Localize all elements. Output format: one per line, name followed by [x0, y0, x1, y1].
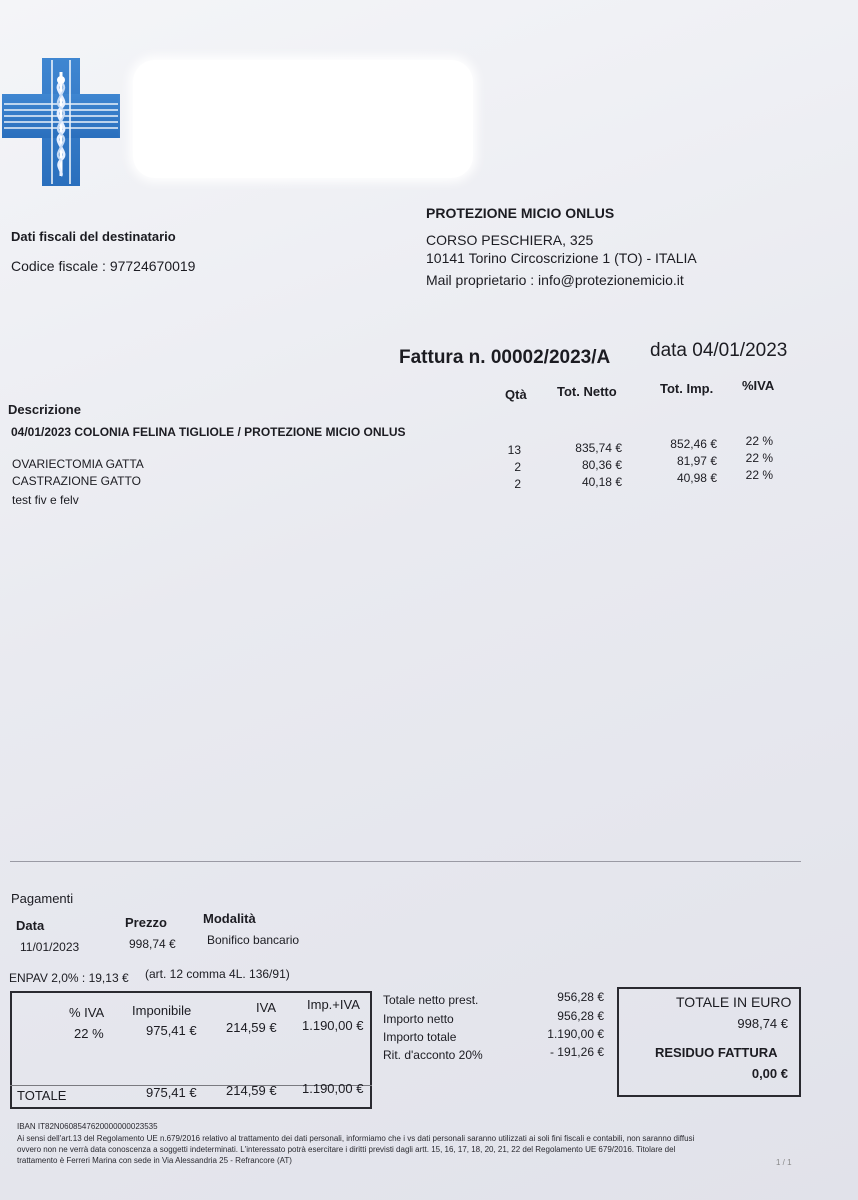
vat-totale-taxable: 975,41 € [146, 1085, 197, 1100]
payments-col-mode: Modalità [203, 911, 256, 926]
divider [10, 861, 801, 862]
total-net: 956,28 € [557, 1009, 604, 1023]
vat-total: 1.190,00 € [302, 1018, 364, 1033]
total-amount: 1.190,00 € [547, 1027, 604, 1041]
payment-date: 11/01/2023 [20, 940, 80, 954]
column-header-net: Tot. Netto [557, 384, 617, 399]
invoice-date: data 04/01/2023 [650, 340, 788, 361]
total-net-label: Importo netto [383, 1012, 454, 1026]
veterinary-cross-logo [2, 58, 120, 186]
vat-totale-amount: 214,59 € [226, 1083, 277, 1098]
vat-totale-total: 1.190,00 € [302, 1081, 364, 1096]
grand-total-label: TOTALE IN EURO [676, 994, 792, 1010]
withholding-label: Rit. d'acconto 20% [383, 1048, 483, 1062]
payments-col-price: Prezzo [125, 915, 167, 930]
recipient-heading: Dati fiscali del destinatario [11, 229, 176, 244]
enpav-reference: (art. 12 comma 4L. 136/91) [145, 967, 290, 981]
column-header-taxable: Tot. Imp. [660, 381, 714, 396]
vat-totale-label: TOTALE [17, 1088, 67, 1103]
residual-label: RESIDUO FATTURA [655, 1045, 778, 1060]
row-taxable: 81,97 € [676, 454, 717, 468]
page-number: 1 / 1 [776, 1158, 792, 1167]
row-description: CASTRAZIONE GATTO [12, 474, 141, 488]
invoice-number: Fattura n. 00002/2023/A [399, 347, 611, 368]
company-mail: Mail proprietario : info@protezionemicio.it [426, 272, 684, 288]
row-taxable: 40,98 € [676, 471, 717, 485]
vat-col-vat: IVA [256, 1000, 276, 1015]
recipient-fiscal-code: Codice fiscale : 97724670019 [11, 258, 196, 274]
payment-mode: Bonifico bancario [207, 933, 300, 947]
residual-value: 0,00 € [751, 1066, 788, 1081]
vat-amount: 214,59 € [226, 1020, 277, 1035]
row-qty: 13 [507, 443, 521, 457]
column-header-vat: %IVA [742, 378, 775, 393]
payments-title: Pagamenti [11, 891, 74, 906]
withholding-amount: - 191,26 € [549, 1045, 604, 1059]
company-address-line2: 10141 Torino Circoscrizione 1 (TO) - ITALIA [426, 250, 697, 266]
row-net: 80,36 € [581, 458, 622, 472]
enpav-amount: ENPAV 2,0% : 19,13 € [9, 971, 129, 985]
payments-col-date: Data [16, 918, 45, 933]
row-vat: 22 % [745, 451, 773, 465]
company-name: PROTEZIONE MICIO ONLUS [426, 205, 615, 221]
total-amount-label: Importo totale [383, 1030, 457, 1044]
payment-price: 998,74 € [129, 937, 176, 951]
total-net-prest: 956,28 € [557, 990, 604, 1004]
row-net: 40,18 € [581, 475, 622, 489]
vat-taxable: 975,41 € [146, 1023, 197, 1038]
row-net: 835,74 € [575, 441, 622, 455]
grand-total-value: 998,74 € [737, 1016, 788, 1031]
vat-col-taxable: Imponibile [132, 1003, 192, 1018]
vat-col-pct: % IVA [69, 1005, 105, 1020]
iban: IBAN IT82N0608547620000000023535 [17, 1122, 158, 1131]
row-description: test fiv e felv [12, 493, 79, 507]
privacy-notice: Ai sensi dell'art.13 del Regolamento UE n.679/2016 relativo al trattamento dei dati personali, informiamo che i vs dati personali saranno utilizzati ai soli fini fiscali e contabili, non saranno diffusi ovvero non ne verrà data conoscenza a soggetti indeterminati. L'interessato potrà esercitare i diritti previsti dagli artt. 15, 16, 17, 18, 20, 21, 22 del Regolamento UE 679/2016. Titolare del trattamento è Ferreri Marina con sede in Via Alessandria 25 - Refrancore (AT) [17, 1134, 695, 1165]
row-vat: 22 % [745, 468, 773, 482]
column-header-qty: Qtà [505, 387, 527, 402]
vat-pct: 22 % [74, 1026, 104, 1041]
total-net-prest-label: Totale netto prest. [383, 993, 479, 1007]
row-taxable: 852,46 € [670, 437, 717, 451]
row-vat: 22 % [745, 434, 773, 448]
line-group-title: 04/01/2023 COLONIA FELINA TIGLIOLE / PROTEZIONE MICIO ONLUS [11, 425, 406, 439]
row-qty: 2 [514, 477, 521, 491]
company-address-line1: CORSO PESCHIERA, 325 [426, 232, 594, 248]
redacted-area [133, 60, 473, 178]
row-description: OVARIECTOMIA GATTA [12, 457, 144, 471]
row-qty: 2 [514, 460, 521, 474]
vat-col-total: Imp.+IVA [307, 997, 360, 1012]
column-header-description: Descrizione [8, 402, 81, 417]
